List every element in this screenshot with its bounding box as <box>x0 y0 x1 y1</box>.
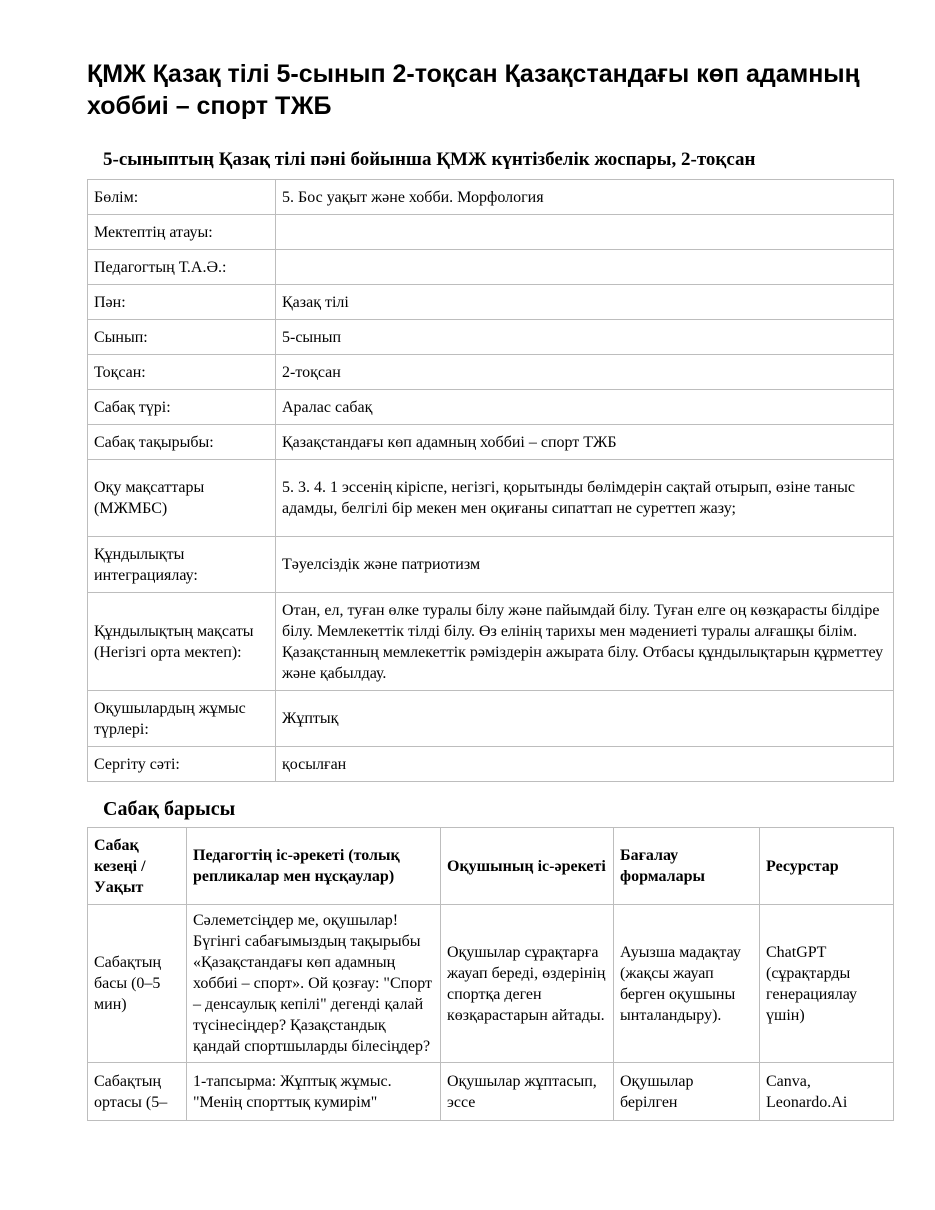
info-value: 5-сынып <box>276 320 894 355</box>
info-label: Оқу мақсаттары (МЖМБС) <box>88 460 276 537</box>
header-student-action: Оқушының іс-әрекеті <box>441 828 614 905</box>
info-label: Сынып: <box>88 320 276 355</box>
plan-row <box>88 1063 894 1121</box>
info-value: 5. 3. 4. 1 эссенің кіріспе, негізгі, қорытынды бөлімдерін сақтай отырып, өзіне таныс адамды, белгілі бір мекен мен оқиғаны сипаттап не суреттеп жазу; <box>276 460 894 537</box>
info-label: Сабақ түрі: <box>88 390 276 425</box>
info-label: Құндылықтың мақсаты (Негізгі орта мектеп): <box>88 593 276 691</box>
info-value: қосылған <box>276 747 894 782</box>
header-stage: Сабақ кезеңі / Уақыт <box>88 828 187 905</box>
header-assessment: Бағалау формалары <box>614 828 760 905</box>
lesson-info-table <box>87 179 894 782</box>
info-value: 5. Бос уақыт және хобби. Морфология <box>276 180 894 215</box>
info-row-school <box>88 215 894 250</box>
info-value: Жұптық <box>276 691 894 747</box>
info-row-learning-goals <box>88 460 894 537</box>
plan-cell-stage: Сабақтың ортасы (5– <box>88 1063 187 1121</box>
plan-cell-teacher: Сәлеметсіңдер ме, оқушылар! Бүгінгі сабағымыздың тақырыбы «Қазақстандағы көп адамның хоббиі – спорт». Ой қозғау: "Спорт – денсаулық кепілі" дегенді қалай түсінесіңдер? Қазақстандық қандай спортшыларды білесіңдер? <box>187 905 441 1063</box>
info-value: 2-тоқсан <box>276 355 894 390</box>
section-title: Сабақ барысы <box>103 798 236 820</box>
info-label: Сергіту сәті: <box>88 747 276 782</box>
info-row-lesson-topic <box>88 425 894 460</box>
plan-cell-resources: Canva, Leonardo.Ai <box>760 1063 894 1121</box>
plan-subtitle: 5-сыныптың Қазақ тілі пәні бойынша ҚМЖ күнтізбелік жоспары, 2-тоқсан <box>103 149 756 170</box>
info-row-value-goal <box>88 593 894 691</box>
plan-cell-student: Оқушылар сұрақтарға жауап береді, өздерінің спортқа деген көзқарастарын айтады. <box>441 905 614 1063</box>
header-teacher-action: Педагогтің іс-әрекеті (толық репликалар мен нұсқаулар) <box>187 828 441 905</box>
info-row-work-types <box>88 691 894 747</box>
info-label: Педагогтың Т.А.Ә.: <box>88 250 276 285</box>
info-row-lesson-type <box>88 390 894 425</box>
info-value: Аралас сабақ <box>276 390 894 425</box>
info-label: Тоқсан: <box>88 355 276 390</box>
info-label: Сабақ тақырыбы: <box>88 425 276 460</box>
info-label: Мектептің атауы: <box>88 215 276 250</box>
info-row-quarter <box>88 355 894 390</box>
info-value <box>276 250 894 285</box>
info-row-subject <box>88 285 894 320</box>
info-value: Тәуелсіздік және патриотизм <box>276 537 894 593</box>
plan-header-row <box>88 828 894 905</box>
plan-cell-student: Оқушылар жұптасып, эссе <box>441 1063 614 1121</box>
info-value <box>276 215 894 250</box>
info-row-warmup <box>88 747 894 782</box>
info-label: Бөлім: <box>88 180 276 215</box>
info-row-grade <box>88 320 894 355</box>
plan-cell-assessment: Оқушылар берілген <box>614 1063 760 1121</box>
plan-cell-resources: ChatGPT (сұрақтарды генерациялау үшін) <box>760 905 894 1063</box>
info-row-value-integration <box>88 537 894 593</box>
info-row-teacher <box>88 250 894 285</box>
info-value: Қазақстандағы көп адамның хоббиі – спорт ТЖБ <box>276 425 894 460</box>
info-label: Оқушылардың жұмыс түрлері: <box>88 691 276 747</box>
info-value: Отан, ел, туған өлке туралы білу және пайымдай білу. Туған елге оң көзқарасты білдіре білу. Мемлекеттік тілді білу. Өз елінің тарихы мен мәдениеті туралы алғашқы білім. Қазақстанның мемлекеттік рәміздерін ажырата білу. Отбасы құндылықтарын құрметтеу және қабылдау. <box>276 593 894 691</box>
plan-cell-teacher: 1-тапсырма: Жұптық жұмыс. "Менің спорттық кумирім" <box>187 1063 441 1121</box>
info-value: Қазақ тілі <box>276 285 894 320</box>
header-resources: Ресурстар <box>760 828 894 905</box>
plan-cell-assessment: Ауызша мадақтау (жақсы жауап берген оқушыны ынталандыру). <box>614 905 760 1063</box>
info-row-section <box>88 180 894 215</box>
plan-row <box>88 905 894 1063</box>
plan-cell-stage: Сабақтың басы (0–5 мин) <box>88 905 187 1063</box>
document-title: ҚМЖ Қазақ тілі 5-сынып 2-тоқсан Қазақстандағы көп адамның хоббиі – спорт ТЖБ <box>87 60 860 120</box>
info-label: Пән: <box>88 285 276 320</box>
info-label: Құндылықты интеграциялау: <box>88 537 276 593</box>
lesson-plan-table <box>87 827 894 1121</box>
